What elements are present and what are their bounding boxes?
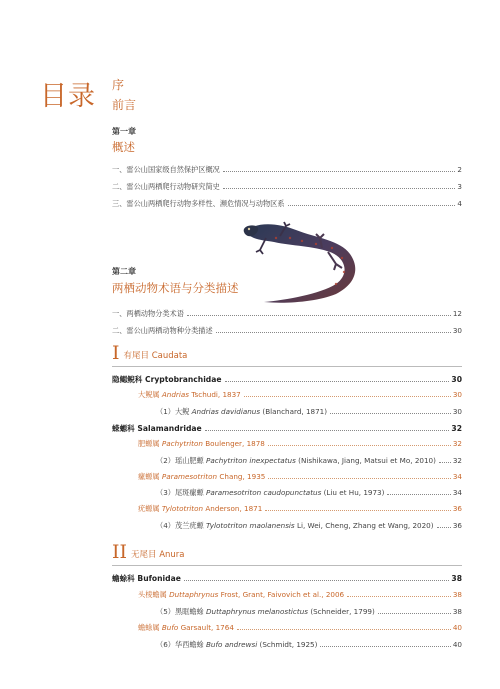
- order-heading-anura[interactable]: [112, 543, 185, 562]
- toc-entry[interactable]: [112, 326, 462, 336]
- toc-entry-label: [138, 623, 234, 633]
- toc-entry-label: [138, 590, 344, 600]
- order-label: 无尾目 Anura: [131, 550, 185, 560]
- toc-entry-label: [156, 521, 434, 531]
- toc-entry-page: 36: [452, 520, 462, 530]
- leader-dots: [205, 429, 450, 431]
- authority: Frost, Grant, Faivovich et al., 2006: [220, 589, 345, 599]
- authority: (Liu et Hu, 1973): [323, 488, 385, 498]
- genus-entry[interactable]: [138, 439, 462, 449]
- leader-dots: [347, 595, 451, 597]
- toc-entry-page: 12: [452, 309, 462, 318]
- toc-entry-page: 4: [457, 199, 462, 208]
- chapter-1-title[interactable]: 概述: [112, 140, 135, 154]
- toc-entry-label: 二、雷公山两栖爬行动物研究简史: [112, 182, 220, 191]
- genus-entry[interactable]: [138, 590, 462, 600]
- toc-entry-label: [156, 407, 327, 417]
- toc-entry-page: 32: [452, 455, 462, 465]
- toc-entry-page: 38: [452, 589, 462, 599]
- leader-dots: [439, 461, 451, 463]
- foreword-link[interactable]: 前言: [112, 98, 137, 112]
- authority: Tschudi, 1837: [191, 390, 241, 400]
- toc-entry-page: 30: [452, 326, 462, 335]
- authority: Boulenger, 1878: [205, 439, 265, 449]
- authority: Garsault, 1764: [180, 623, 234, 633]
- toc-entry-label: [138, 504, 262, 514]
- leader-dots: [223, 187, 456, 189]
- chinese-name: 肥螈属: [138, 439, 160, 449]
- leader-dots: [237, 628, 451, 630]
- chinese-name: 瘰螈属: [138, 471, 160, 481]
- scientific-name: Paramesotriton caudopunctatus: [206, 488, 322, 498]
- chinese-name: （6）华西蟾蜍: [156, 640, 204, 650]
- family-entry[interactable]: [112, 573, 462, 584]
- toc-entry-page: 3: [457, 182, 462, 191]
- chapter-1-number: 第一章: [112, 127, 136, 136]
- chinese-name: 蟾蜍科 Bufonidae: [112, 574, 181, 583]
- toc-entry-page: 30: [452, 406, 462, 416]
- roman-numeral: I: [112, 342, 120, 364]
- species-entry[interactable]: [156, 407, 462, 417]
- authority: (Nishikawa, Jiang, Matsui et Mo, 2010): [298, 455, 436, 465]
- species-entry[interactable]: [156, 640, 462, 650]
- leader-dots: [187, 314, 451, 316]
- roman-numeral: II: [112, 541, 128, 563]
- scientific-name: Duttaphrynus melanostictus: [206, 606, 309, 616]
- leader-dots: [387, 493, 450, 495]
- toc-entry-label: [112, 423, 202, 434]
- scientific-name: Paramesotriton: [161, 471, 218, 481]
- chinese-name: 头棱蟾属: [138, 589, 167, 599]
- scientific-name: Bufo andrewsi: [206, 640, 258, 650]
- authority: Chang, 1935: [219, 471, 266, 481]
- scientific-name: Pachytriton: [161, 439, 203, 449]
- toc-entry-page: 36: [452, 504, 462, 514]
- toc-entry-label: 二、雷公山两栖动物种分类描述: [112, 326, 213, 335]
- scientific-name: Andrias: [161, 390, 190, 400]
- page-title: 目录: [40, 81, 96, 112]
- toc-entry-label: [156, 456, 436, 466]
- leader-dots: [320, 645, 450, 647]
- leader-dots: [216, 331, 451, 333]
- authority: Anderson, 1871: [205, 504, 263, 514]
- scientific-name: Tylototriton maolanensis: [206, 520, 295, 530]
- leader-dots: [330, 412, 451, 414]
- toc-entry-label: [138, 472, 265, 482]
- toc-entry-label: [112, 374, 222, 385]
- species-entry[interactable]: [156, 607, 462, 617]
- species-entry[interactable]: [156, 521, 462, 531]
- toc-entry-page: 30: [451, 375, 462, 384]
- scientific-name: Tylototriton: [161, 504, 204, 514]
- leader-dots: [437, 526, 451, 528]
- leader-dots: [225, 380, 450, 382]
- toc-entry-page: 2: [457, 165, 462, 174]
- chinese-name: 隐鳃鲵科 Cryptobranchidae: [112, 375, 222, 384]
- species-entry[interactable]: [156, 456, 462, 466]
- toc-entry-label: 一、两栖动物分类术语: [112, 309, 184, 318]
- chinese-name: （2）瑶山肥螈: [156, 455, 204, 465]
- leader-dots: [244, 395, 451, 397]
- toc-entry-label: [112, 573, 181, 584]
- genus-entry[interactable]: [138, 472, 462, 482]
- authority: (Blanchard, 1871): [262, 406, 328, 416]
- toc-entry-label: 一、雷公山国家级自然保护区概况: [112, 165, 220, 174]
- authority: Li, Wei, Cheng, Zhang et Wang, 2020): [296, 520, 434, 530]
- chinese-name: （1）大鲵: [156, 406, 190, 416]
- chinese-name: （3）尾斑瘰螈: [156, 488, 204, 498]
- toc-entry-page: 38: [451, 574, 462, 583]
- genus-entry[interactable]: [138, 623, 462, 633]
- chinese-name: 蟾蜍属: [138, 623, 160, 633]
- toc-entry-page: 34: [452, 471, 462, 481]
- chinese-name: 蝾螈科 Salamandridae: [112, 423, 202, 433]
- lizard-illustration: [236, 214, 374, 306]
- toc-entry-page: 30: [452, 390, 462, 400]
- toc-entry[interactable]: [112, 182, 462, 192]
- toc-entry-page: 40: [452, 640, 462, 650]
- scientific-name: Duttaphrynus: [169, 589, 219, 599]
- leader-dots: [265, 509, 451, 511]
- family-entry[interactable]: [112, 423, 462, 434]
- leader-dots: [378, 612, 451, 614]
- toc-entry-label: [156, 640, 317, 650]
- preface-link[interactable]: 序: [112, 78, 125, 92]
- toc-entry-label: [156, 488, 384, 498]
- chinese-name: （5）黑眶蟾蜍: [156, 606, 204, 616]
- leader-dots: [268, 477, 450, 479]
- chapter-2-title[interactable]: 两栖动物术语与分类描述: [112, 281, 239, 295]
- leader-dots: [268, 444, 451, 446]
- scientific-name: Bufo: [161, 623, 179, 633]
- scientific-name: Pachytriton inexpectatus: [206, 455, 296, 465]
- toc-entry[interactable]: [112, 199, 462, 209]
- family-entry[interactable]: [112, 374, 462, 385]
- toc-entry-label: [138, 439, 265, 449]
- chinese-name: 疣螈属: [138, 504, 160, 514]
- leader-dots: [184, 579, 450, 581]
- authority: (Schmidt, 1925): [259, 640, 318, 650]
- toc-entry-label: [138, 390, 241, 400]
- leader-dots: [288, 204, 456, 206]
- chinese-name: （4）茂兰疣螈: [156, 520, 204, 530]
- toc-entry-page: 38: [452, 606, 462, 616]
- divider: [112, 565, 462, 566]
- order-heading-caudata[interactable]: [112, 344, 187, 363]
- toc-entry[interactable]: [112, 165, 462, 175]
- chapter-2-number: 第二章: [112, 267, 136, 276]
- genus-entry[interactable]: [138, 390, 462, 400]
- order-label: 有尾目 Caudata: [123, 351, 188, 361]
- toc-entry-label: [156, 607, 375, 617]
- toc-entry-page: 40: [452, 623, 462, 633]
- divider: [112, 366, 462, 367]
- species-entry[interactable]: [156, 488, 462, 498]
- chinese-name: 大鲵属: [138, 390, 160, 400]
- toc-entry-page: 32: [452, 439, 462, 449]
- leader-dots: [223, 170, 456, 172]
- authority: (Schneider, 1799): [310, 606, 375, 616]
- toc-entry-label: 三、雷公山两栖爬行动物多样性、濒危情况与动物区系: [112, 199, 285, 208]
- scientific-name: Andrias davidianus: [191, 406, 261, 416]
- genus-entry[interactable]: [138, 504, 462, 514]
- toc-entry-page: 32: [451, 423, 462, 433]
- toc-entry-page: 34: [452, 488, 462, 498]
- toc-entry[interactable]: [112, 309, 462, 319]
